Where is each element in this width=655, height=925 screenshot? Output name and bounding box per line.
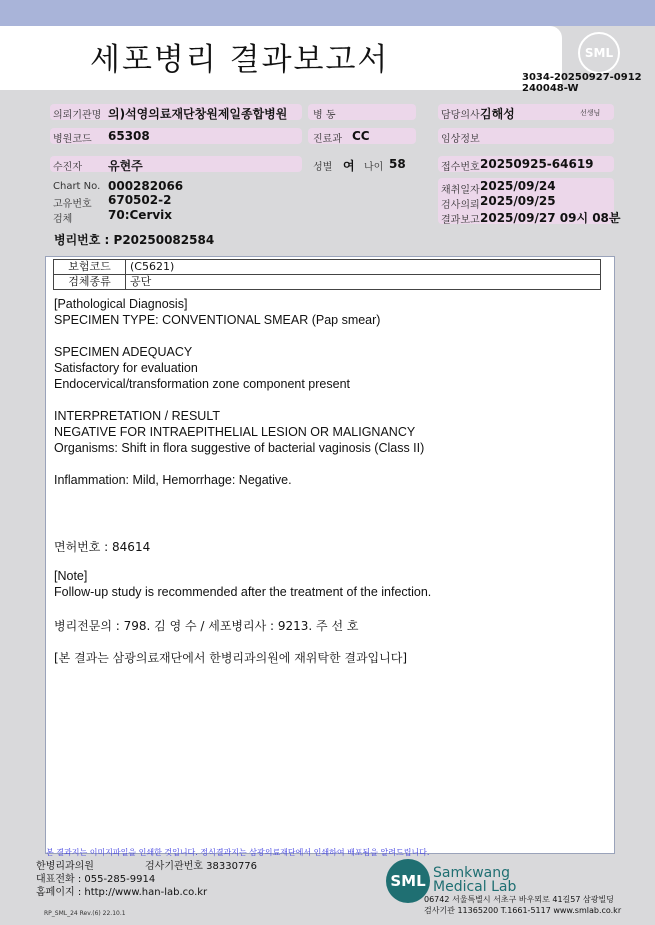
- hospcode-label: 병원코드: [53, 134, 92, 145]
- dept-label: 진료과: [313, 134, 342, 145]
- patient-field: [50, 156, 302, 172]
- phone-number: 대표전화 : 055-285-9914: [36, 874, 156, 885]
- interpretation-heading: INTERPRETATION / RESULT: [54, 409, 220, 423]
- specimen-type-label: 검체종류: [54, 275, 126, 290]
- report-date-label: 결과보고: [441, 215, 480, 226]
- chart-label: Chart No.: [53, 181, 101, 192]
- code-table: [53, 259, 601, 290]
- age-label: 나이: [364, 162, 384, 173]
- request-label: 검사의뢰: [441, 200, 480, 211]
- inflammation-line: Inflammation: Mild, Hemorrhage: Negative.: [54, 473, 292, 487]
- diagnosis-heading: [Pathological Diagnosis]: [54, 297, 188, 311]
- insurance-code-label: 보험코드: [54, 260, 126, 275]
- samkwang-name-1: Samkwang: [433, 865, 510, 881]
- note-text: Follow-up study is recommended after the treatment of the infection.: [54, 585, 432, 599]
- specimen-label: 검체: [53, 214, 73, 225]
- interpretation-result: NEGATIVE FOR INTRAEPITHELIAL LESION OR MALIGNANCY: [54, 425, 416, 439]
- adequacy-line-2: Endocervical/transformation zone component present: [54, 377, 350, 391]
- document-id-line2: 240048-W: [522, 83, 579, 94]
- doctor-label: 담당의사: [441, 110, 480, 121]
- adequacy-heading: SPECIMEN ADEQUACY: [54, 345, 193, 359]
- receipt-label: 접수번호: [441, 162, 480, 173]
- specimen-value: 70:Cervix: [108, 208, 173, 222]
- institution-value: 의)석영의료재단창원제일종합병원: [108, 107, 288, 121]
- lab-address: 06742 서울특별시 서초구 바우뫼로 41길57 삼광빌딩: [424, 895, 614, 904]
- request-value: 2025/09/25: [480, 194, 556, 208]
- dept-value: CC: [352, 129, 370, 143]
- print-notice: 본 결과지는 이미지파일을 인쇄한 것입니다. 정식결과지는 삼광의료재단에서 인쇄하여 배포됨을 알려드립니다.: [46, 848, 430, 857]
- doctor-suffix: 선생님: [580, 109, 601, 117]
- sex-value: 여: [343, 159, 355, 173]
- samkwang-name: [433, 866, 516, 894]
- hospcode-value: 65308: [108, 129, 150, 143]
- patient-label: 수진자: [53, 162, 82, 173]
- receipt-value: 20250925-64619: [480, 157, 594, 171]
- specimen-type-line: SPECIMEN TYPE: CONVENTIONAL SMEAR (Pap smear): [54, 313, 381, 327]
- report-date-value: 2025/09/27 09시 08분: [480, 211, 621, 225]
- table-row: [54, 260, 601, 275]
- consignment-line: [본 결과는 삼광의료재단에서 한병리과의원에 재위탁한 결과입니다]: [54, 651, 408, 665]
- uid-value: 670502-2: [108, 193, 172, 207]
- license-number: 면허번호 : 84614: [54, 540, 151, 554]
- table-row: [54, 275, 601, 290]
- samkwang-logo-icon: SML: [386, 859, 430, 903]
- document-id: [522, 72, 642, 94]
- adequacy-line-1: Satisfactory for evaluation: [54, 361, 198, 375]
- note-heading: [Note]: [54, 569, 88, 583]
- homepage-link[interactable]: 홈페이지 : http://www.han-lab.co.kr: [36, 887, 208, 898]
- lab-number: 검사기관번호 38330776: [145, 861, 258, 872]
- doctor-value: 김해성: [480, 107, 515, 121]
- ward-label: 병 동: [313, 110, 336, 121]
- lab-contact: 검사기관 11365200 T.1661-5117 www.smlab.co.kr: [424, 906, 622, 915]
- collect-label: 채취일자: [441, 185, 480, 196]
- clinical-label: 임상정보: [441, 134, 480, 145]
- page-title: 세포병리 결과보고서: [90, 42, 390, 78]
- top-band: [0, 0, 655, 26]
- pathologists-line: 병리전문의 : 798. 김 영 수 / 세포병리사 : 9213. 주 선 호: [54, 619, 359, 633]
- sml-logo-icon: SML: [578, 32, 620, 74]
- chart-value: 000282066: [108, 179, 184, 193]
- uid-label: 고유번호: [53, 199, 92, 210]
- age-value: 58: [389, 157, 406, 171]
- clinic-name: 한병리과의원: [36, 861, 94, 872]
- samkwang-name-2: Medical Lab: [433, 879, 517, 895]
- specimen-type-value: 공단: [126, 275, 601, 290]
- institution-label: 의뢰기관명: [53, 110, 102, 121]
- organisms-line: Organisms: Shift in flora suggestive of bacterial vaginosis (Class II): [54, 441, 425, 455]
- collect-value: 2025/09/24: [480, 179, 556, 193]
- insurance-code-value: (C5621): [126, 260, 601, 275]
- sex-label: 성별: [313, 162, 333, 173]
- form-code: RP_SML_24 Rev.(6) 22.10.1: [44, 910, 126, 917]
- patient-value: 유현주: [108, 159, 143, 173]
- document-id-line1: 3034-20250927-0912: [522, 72, 642, 83]
- pathology-number: 병리번호 : P20250082584: [54, 233, 215, 247]
